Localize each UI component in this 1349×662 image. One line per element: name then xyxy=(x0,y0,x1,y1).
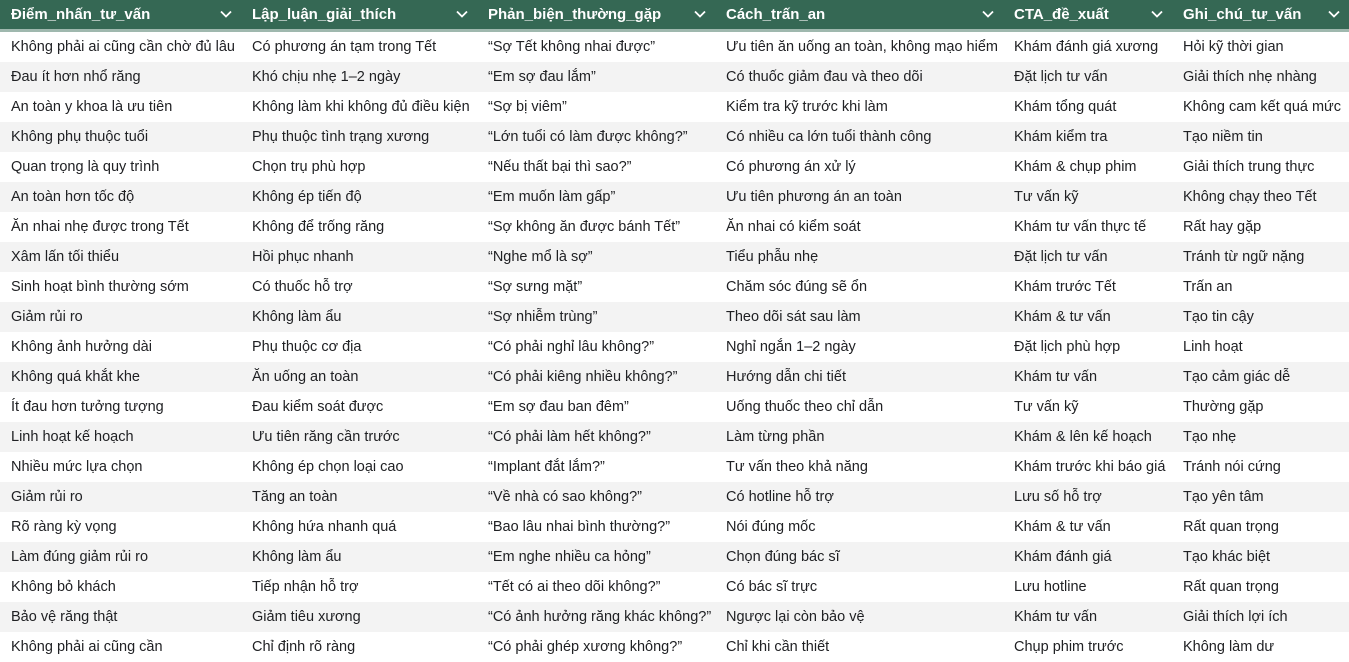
table-cell-cta[interactable]: Khám & lên kế hoạch xyxy=(1014,429,1152,445)
table-cell-lap-luan[interactable]: Không ép chọn loại cao xyxy=(252,459,404,475)
table-cell-phan-bien[interactable]: “Nghe mổ là sợ” xyxy=(488,249,593,265)
table-cell-cta[interactable]: Khám & tư vấn xyxy=(1014,519,1111,535)
table-cell-phan-bien[interactable]: “Có phải làm hết không?” xyxy=(488,429,651,445)
table-cell-cach-tran-an[interactable]: Chăm sóc đúng sẽ ổn xyxy=(726,279,868,295)
table-cell-lap-luan[interactable]: Chỉ định rõ ràng xyxy=(252,639,356,655)
table-cell-cta[interactable]: Tư vấn kỹ xyxy=(1014,189,1079,205)
table-cell-ghi-chu[interactable]: Giải thích trung thực xyxy=(1183,159,1315,175)
table-cell-diem-nhan[interactable]: Ăn nhai nhẹ được trong Tết xyxy=(11,219,189,235)
table-cell-ghi-chu[interactable]: Không cam kết quá mức xyxy=(1183,99,1342,115)
table-cell-lap-luan[interactable]: Tiếp nhận hỗ trợ xyxy=(252,579,359,595)
chevron-down-icon[interactable] xyxy=(981,7,995,21)
table-row xyxy=(0,242,1349,272)
table-cell-diem-nhan[interactable]: Giảm rủi ro xyxy=(11,489,83,505)
table-cell-phan-bien[interactable]: “Sợ bị viêm” xyxy=(488,99,567,115)
table-cell-ghi-chu[interactable]: Giải thích nhẹ nhàng xyxy=(1183,69,1317,85)
table-cell-cta[interactable]: Khám đánh giá xyxy=(1014,549,1112,565)
table-cell-phan-bien[interactable]: “Tết có ai theo dõi không?” xyxy=(488,579,661,595)
table-cell-cta[interactable]: Khám tư vấn xyxy=(1014,369,1098,385)
table-cell-ghi-chu[interactable]: Rất hay gặp xyxy=(1183,219,1262,235)
table-row xyxy=(0,422,1349,452)
table-cell-cta[interactable]: Khám kiểm tra xyxy=(1014,129,1108,145)
table-row xyxy=(0,182,1349,212)
table-cell-diem-nhan[interactable]: Không phụ thuộc tuổi xyxy=(11,129,149,145)
table-row xyxy=(0,482,1349,512)
table-cell-cta[interactable]: Lưu số hỗ trợ xyxy=(1014,489,1102,505)
table-row xyxy=(0,572,1349,602)
table-cell-cta[interactable]: Đặt lịch tư vấn xyxy=(1014,249,1108,265)
table-cell-diem-nhan[interactable]: Xâm lấn tối thiểu xyxy=(11,249,120,265)
table-cell-diem-nhan[interactable]: Không bỏ khách xyxy=(11,579,116,595)
table-row xyxy=(0,332,1349,362)
table-cell-diem-nhan[interactable]: Làm đúng giảm rủi ro xyxy=(11,549,149,565)
table-cell-ghi-chu[interactable]: Tạo nhẹ xyxy=(1183,429,1237,445)
table-cell-diem-nhan[interactable]: Không phải ai cũng cần xyxy=(11,639,163,655)
table-cell-cach-tran-an[interactable]: Ưu tiên ăn uống an toàn, không mạo hiểm xyxy=(726,39,998,55)
table-row xyxy=(0,272,1349,302)
table-cell-cach-tran-an[interactable]: Kiểm tra kỹ trước khi làm xyxy=(726,99,888,115)
table-cell-phan-bien[interactable]: “Em muốn làm gấp” xyxy=(488,189,616,205)
table-cell-cach-tran-an[interactable]: Có bác sĩ trực xyxy=(726,579,818,595)
table-cell-phan-bien[interactable]: “Sợ sưng mặt” xyxy=(488,279,583,295)
table-cell-diem-nhan[interactable]: Ít đau hơn tưởng tượng xyxy=(11,399,164,415)
column-header-ghi-chu[interactable] xyxy=(1172,0,1349,29)
table-cell-diem-nhan[interactable]: Quan trọng là quy trình xyxy=(11,159,160,175)
table-cell-lap-luan[interactable]: Đau kiểm soát được xyxy=(252,399,384,415)
table-cell-phan-bien[interactable]: “Em nghe nhiều ca hỏng” xyxy=(488,549,651,565)
table-row xyxy=(0,362,1349,392)
column-header-label: Lập_luận_giải_thích xyxy=(252,6,397,23)
table-row xyxy=(0,152,1349,182)
table-cell-cach-tran-an[interactable]: Hướng dẫn chi tiết xyxy=(726,369,846,385)
table-cell-ghi-chu[interactable]: Hỏi kỹ thời gian xyxy=(1183,39,1284,55)
table-cell-cta[interactable]: Khám tổng quát xyxy=(1014,99,1117,115)
table-cell-cta[interactable]: Đặt lịch tư vấn xyxy=(1014,69,1108,85)
table-cell-phan-bien[interactable]: “Về nhà có sao không?” xyxy=(488,489,642,505)
table-cell-ghi-chu[interactable]: Tạo tin cậy xyxy=(1183,309,1254,325)
chevron-down-icon[interactable] xyxy=(455,7,469,21)
chevron-down-icon[interactable] xyxy=(693,7,707,21)
table-row xyxy=(0,542,1349,572)
column-header-label: Điểm_nhấn_tư_vấn xyxy=(11,6,151,23)
table-cell-diem-nhan[interactable]: Không quá khắt khe xyxy=(11,369,140,385)
table-cell-phan-bien[interactable]: “Sợ Tết không nhai được” xyxy=(488,39,656,55)
chevron-down-icon[interactable] xyxy=(1327,7,1341,21)
table-cell-ghi-chu[interactable]: Giải thích lợi ích xyxy=(1183,609,1288,625)
table-cell-cach-tran-an[interactable]: Nói đúng mốc xyxy=(726,519,816,535)
table-cell-cta[interactable]: Chụp phim trước xyxy=(1014,639,1124,655)
table-cell-phan-bien[interactable]: “Có ảnh hưởng răng khác không?” xyxy=(488,609,712,625)
table-cell-lap-luan[interactable]: Tăng an toàn xyxy=(252,489,338,505)
table-header-row xyxy=(0,0,1349,32)
table-cell-cach-tran-an[interactable]: Tiểu phẫu nhẹ xyxy=(726,249,819,265)
table-cell-cta[interactable]: Khám trước Tết xyxy=(1014,279,1116,295)
table-cell-diem-nhan[interactable]: Không ảnh hưởng dài xyxy=(11,339,152,355)
table-cell-lap-luan[interactable]: Chọn trụ phù hợp xyxy=(252,159,366,175)
column-header-label: Cách_trấn_an xyxy=(726,6,826,23)
table-cell-diem-nhan[interactable]: Rõ ràng kỳ vọng xyxy=(11,519,117,535)
table-cell-lap-luan[interactable]: Không làm khi không đủ điều kiện xyxy=(252,99,470,115)
table-cell-cach-tran-an[interactable]: Có nhiều ca lớn tuổi thành công xyxy=(726,129,932,145)
table-cell-ghi-chu[interactable]: Tạo yên tâm xyxy=(1183,489,1264,505)
table-body xyxy=(0,32,1349,662)
table-cell-ghi-chu[interactable]: Không làm dư xyxy=(1183,639,1275,655)
column-header-lap-luan[interactable] xyxy=(241,0,477,29)
table-cell-cach-tran-an[interactable]: Uống thuốc theo chỉ dẫn xyxy=(726,399,884,415)
table-row xyxy=(0,212,1349,242)
table-cell-lap-luan[interactable]: Phụ thuộc tình trạng xương xyxy=(252,129,430,145)
table-cell-ghi-chu[interactable]: Linh hoạt xyxy=(1183,339,1243,355)
table-cell-diem-nhan[interactable]: An toàn hơn tốc độ xyxy=(11,189,135,205)
table-cell-cta[interactable]: Tư vấn kỹ xyxy=(1014,399,1079,415)
column-header-diem-nhan[interactable] xyxy=(0,0,241,29)
table-cell-phan-bien[interactable]: “Sợ không ăn được bánh Tết” xyxy=(488,219,681,235)
table-cell-ghi-chu[interactable]: Tạo cảm giác dễ xyxy=(1183,369,1291,385)
table-cell-lap-luan[interactable]: Có thuốc hỗ trợ xyxy=(252,279,353,295)
table-cell-phan-bien[interactable]: “Bao lâu nhai bình thường?” xyxy=(488,519,671,535)
table-cell-cach-tran-an[interactable]: Theo dõi sát sau làm xyxy=(726,309,861,325)
table-cell-cta[interactable]: Khám trước khi báo giá xyxy=(1014,459,1166,475)
table-cell-phan-bien[interactable]: “Em sợ đau lắm” xyxy=(488,69,596,85)
table-cell-ghi-chu[interactable]: Rất quan trọng xyxy=(1183,519,1279,535)
table-cell-cta[interactable]: Đặt lịch phù hợp xyxy=(1014,339,1121,355)
table-cell-phan-bien[interactable]: “Có phải nghỉ lâu không?” xyxy=(488,339,655,355)
table-row xyxy=(0,122,1349,152)
column-header-label: Phản_biện_thường_gặp xyxy=(488,6,662,23)
table-cell-cta[interactable]: Khám tư vấn thực tế xyxy=(1014,219,1147,235)
table-cell-cach-tran-an[interactable]: Chọn đúng bác sĩ xyxy=(726,549,840,565)
table-cell-phan-bien[interactable]: “Em sợ đau ban đêm” xyxy=(488,399,629,415)
table-cell-diem-nhan[interactable]: Sinh hoạt bình thường sớm xyxy=(11,279,189,295)
table-cell-ghi-chu[interactable]: Tạo khác biệt xyxy=(1183,549,1271,565)
table-cell-phan-bien[interactable]: “Implant đắt lắm?” xyxy=(488,459,605,475)
table-cell-cach-tran-an[interactable]: Làm từng phần xyxy=(726,429,825,445)
table-cell-ghi-chu[interactable]: Rất quan trọng xyxy=(1183,579,1279,595)
table-cell-cta[interactable]: Khám & chụp phim xyxy=(1014,159,1137,175)
column-header-cta[interactable] xyxy=(1003,0,1172,29)
table-cell-ghi-chu[interactable]: Thường gặp xyxy=(1183,399,1264,415)
table-row xyxy=(0,92,1349,122)
table-row xyxy=(0,32,1349,62)
table-cell-lap-luan[interactable]: Không làm ẩu xyxy=(252,309,342,325)
table-cell-lap-luan[interactable]: Không làm ẩu xyxy=(252,549,342,565)
table-cell-lap-luan[interactable]: Không để trống răng xyxy=(252,219,385,235)
table-cell-diem-nhan[interactable]: Giảm rủi ro xyxy=(11,309,83,325)
column-header-cach-tran-an[interactable] xyxy=(715,0,1003,29)
table-row xyxy=(0,512,1349,542)
table-cell-lap-luan[interactable]: Phụ thuộc cơ địa xyxy=(252,339,362,355)
table-cell-cta[interactable]: Khám đánh giá xương xyxy=(1014,39,1159,55)
table-cell-lap-luan[interactable]: Hồi phục nhanh xyxy=(252,249,354,265)
table-cell-diem-nhan[interactable]: Bảo vệ răng thật xyxy=(11,609,118,625)
table-cell-lap-luan[interactable]: Ăn uống an toàn xyxy=(252,369,359,385)
table-row xyxy=(0,302,1349,332)
table-cell-cta[interactable]: Khám & tư vấn xyxy=(1014,309,1111,325)
table-row xyxy=(0,602,1349,632)
table-cell-ghi-chu[interactable]: Tránh nói cứng xyxy=(1183,459,1281,475)
table-row xyxy=(0,452,1349,482)
table-cell-cach-tran-an[interactable]: Ngược lại còn bảo vệ xyxy=(726,609,865,625)
table-cell-ghi-chu[interactable]: Tránh từ ngữ nặng xyxy=(1183,249,1305,265)
table-cell-ghi-chu[interactable]: Tạo niềm tin xyxy=(1183,129,1263,145)
table-cell-cach-tran-an[interactable]: Có phương án xử lý xyxy=(726,159,856,175)
table-cell-cach-tran-an[interactable]: Nghỉ ngắn 1–2 ngày xyxy=(726,339,856,355)
column-header-label: CTA_đề_xuất xyxy=(1014,6,1109,23)
table-cell-cach-tran-an[interactable]: Tư vấn theo khả năng xyxy=(726,459,868,475)
table-cell-cach-tran-an[interactable]: Ưu tiên phương án an toàn xyxy=(726,189,902,205)
table-cell-diem-nhan[interactable]: Linh hoạt kế hoạch xyxy=(11,429,134,445)
chevron-down-icon[interactable] xyxy=(1150,7,1164,21)
table-cell-diem-nhan[interactable]: Không phải ai cũng cần chờ đủ lâu xyxy=(11,39,235,55)
table-cell-phan-bien[interactable]: “Có phải ghép xương không?” xyxy=(488,639,683,655)
table-cell-cach-tran-an[interactable]: Có thuốc giảm đau và theo dõi xyxy=(726,69,923,85)
table-cell-lap-luan[interactable]: Không ép tiến độ xyxy=(252,189,362,205)
table-cell-lap-luan[interactable]: Khó chịu nhẹ 1–2 ngày xyxy=(252,69,401,85)
table-cell-lap-luan[interactable]: Không hứa nhanh quá xyxy=(252,519,397,535)
table-cell-diem-nhan[interactable]: An toàn y khoa là ưu tiên xyxy=(11,99,173,115)
column-header-phan-bien[interactable] xyxy=(477,0,715,29)
table-row xyxy=(0,392,1349,422)
table-cell-diem-nhan[interactable]: Nhiều mức lựa chọn xyxy=(11,459,143,475)
table-cell-phan-bien[interactable]: “Sợ nhiễm trùng” xyxy=(488,309,598,325)
table-row xyxy=(0,62,1349,92)
column-header-label: Ghi_chú_tư_vấn xyxy=(1183,6,1302,23)
table-cell-ghi-chu[interactable]: Không chạy theo Tết xyxy=(1183,189,1317,205)
table-cell-cta[interactable]: Lưu hotline xyxy=(1014,579,1087,595)
table-cell-cta[interactable]: Khám tư vấn xyxy=(1014,609,1098,625)
table-cell-cach-tran-an[interactable]: Chỉ khi cần thiết xyxy=(726,639,830,655)
table-cell-diem-nhan[interactable]: Đau ít hơn nhổ răng xyxy=(11,69,141,85)
table-cell-cach-tran-an[interactable]: Có hotline hỗ trợ xyxy=(726,489,834,505)
table-cell-lap-luan[interactable]: Giảm tiêu xương xyxy=(252,609,361,625)
table-cell-phan-bien[interactable]: “Nếu thất bại thì sao?” xyxy=(488,159,632,175)
table-cell-lap-luan[interactable]: Có phương án tạm trong Tết xyxy=(252,39,437,55)
table-cell-phan-bien[interactable]: “Có phải kiêng nhiều không?” xyxy=(488,369,678,385)
table-cell-phan-bien[interactable]: “Lớn tuổi có làm được không?” xyxy=(488,129,688,145)
table-cell-cach-tran-an[interactable]: Ăn nhai có kiểm soát xyxy=(726,219,861,235)
table-cell-lap-luan[interactable]: Ưu tiên răng cần trước xyxy=(252,429,400,445)
table-cell-ghi-chu[interactable]: Trấn an xyxy=(1183,279,1233,295)
table-row xyxy=(0,632,1349,662)
chevron-down-icon[interactable] xyxy=(219,7,233,21)
